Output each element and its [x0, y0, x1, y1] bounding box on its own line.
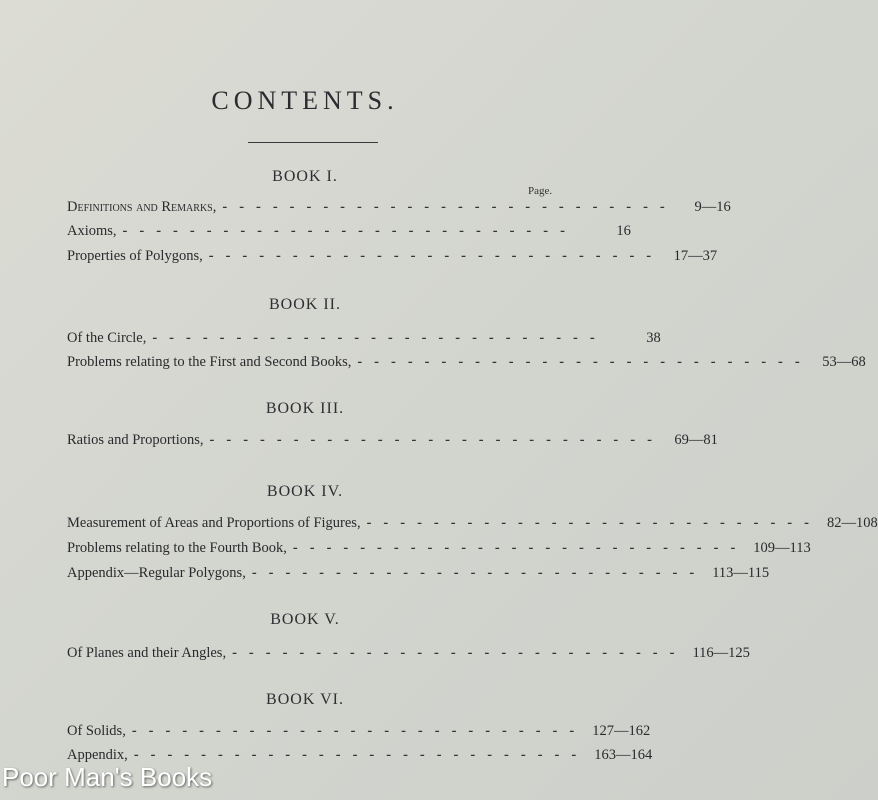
entry-page: 116—125 — [692, 645, 750, 661]
leader-dashes: --------------------------- — [251, 565, 707, 581]
entry-page: 69—81 — [674, 432, 718, 448]
watermark-text: Poor Man's Books — [2, 762, 213, 792]
entry-page: 109—113 — [753, 540, 811, 556]
entry-page: 127—162 — [592, 723, 651, 739]
leader-dashes: --------------------------- — [209, 432, 664, 448]
toc-entry — [67, 645, 750, 665]
toc-entry — [67, 565, 770, 585]
page-title: CONTENTS. — [211, 86, 399, 115]
leader-dashes: --------------------------- — [292, 540, 748, 556]
entry-page: 53—68 — [822, 354, 866, 370]
entry-page: 38 — [646, 330, 661, 346]
book-heading: BOOK I. — [272, 168, 338, 185]
book-heading: BOOK V. — [270, 611, 340, 628]
toc-entry — [67, 330, 661, 350]
entry-title: Measurement of Areas and Proportions of Figures, — [67, 515, 361, 531]
leader-dashes: --------------------------- — [232, 645, 687, 661]
book-heading: BOOK III. — [265, 400, 345, 417]
entry-page: 16 — [616, 223, 631, 239]
toc-entry — [67, 223, 631, 243]
toc-entry — [67, 354, 866, 374]
entry-title: Of the Circle, — [67, 330, 147, 346]
entry-page: 9—16 — [694, 199, 731, 215]
toc-entry — [67, 723, 651, 743]
entry-title: Definitions and Remarks, — [67, 199, 217, 215]
entry-title: Appendix—Regular Polygons, — [67, 565, 246, 581]
entry-page: 113—115 — [712, 565, 770, 581]
leader-dashes: --------------------------- — [222, 199, 677, 215]
book-heading: BOOK VI. — [266, 691, 344, 708]
entry-title: Problems relating to the Fourth Book, — [67, 540, 287, 556]
entry-title: Of Solids, — [67, 723, 126, 739]
leader-dashes: --------------------------- — [122, 223, 577, 239]
entry-title: Of Planes and their Angles, — [67, 645, 227, 661]
book-heading: BOOK II. — [269, 296, 341, 313]
entry-title: Problems relating to the First and Second Books, — [67, 354, 352, 370]
toc-entry — [67, 199, 731, 219]
toc-entry — [67, 432, 718, 452]
entry-page: 17—37 — [673, 248, 718, 264]
leader-dashes: --------------------------- — [366, 515, 821, 531]
leader-dashes: --------------------------- — [357, 354, 812, 370]
entry-title: Appendix, — [67, 747, 128, 763]
title-rule — [248, 142, 378, 143]
leader-dashes: --------------------------- — [208, 248, 664, 264]
toc-entry — [67, 515, 878, 535]
leader-dashes: --------------------------- — [152, 330, 607, 346]
leader-dashes: --------------------------- — [133, 747, 589, 763]
toc-entry — [67, 540, 811, 560]
entry-title: Axioms, — [67, 223, 117, 239]
toc-entry — [67, 248, 718, 268]
book-heading: BOOK IV. — [266, 483, 344, 500]
entry-title: Properties of Polygons, — [67, 248, 203, 264]
leader-dashes: --------------------------- — [131, 723, 587, 739]
page-column-label: Page. — [528, 185, 553, 197]
entry-page: 163—164 — [594, 747, 653, 763]
entry-page: 82—108 — [826, 515, 878, 531]
entry-title: Ratios and Proportions, — [67, 432, 204, 448]
